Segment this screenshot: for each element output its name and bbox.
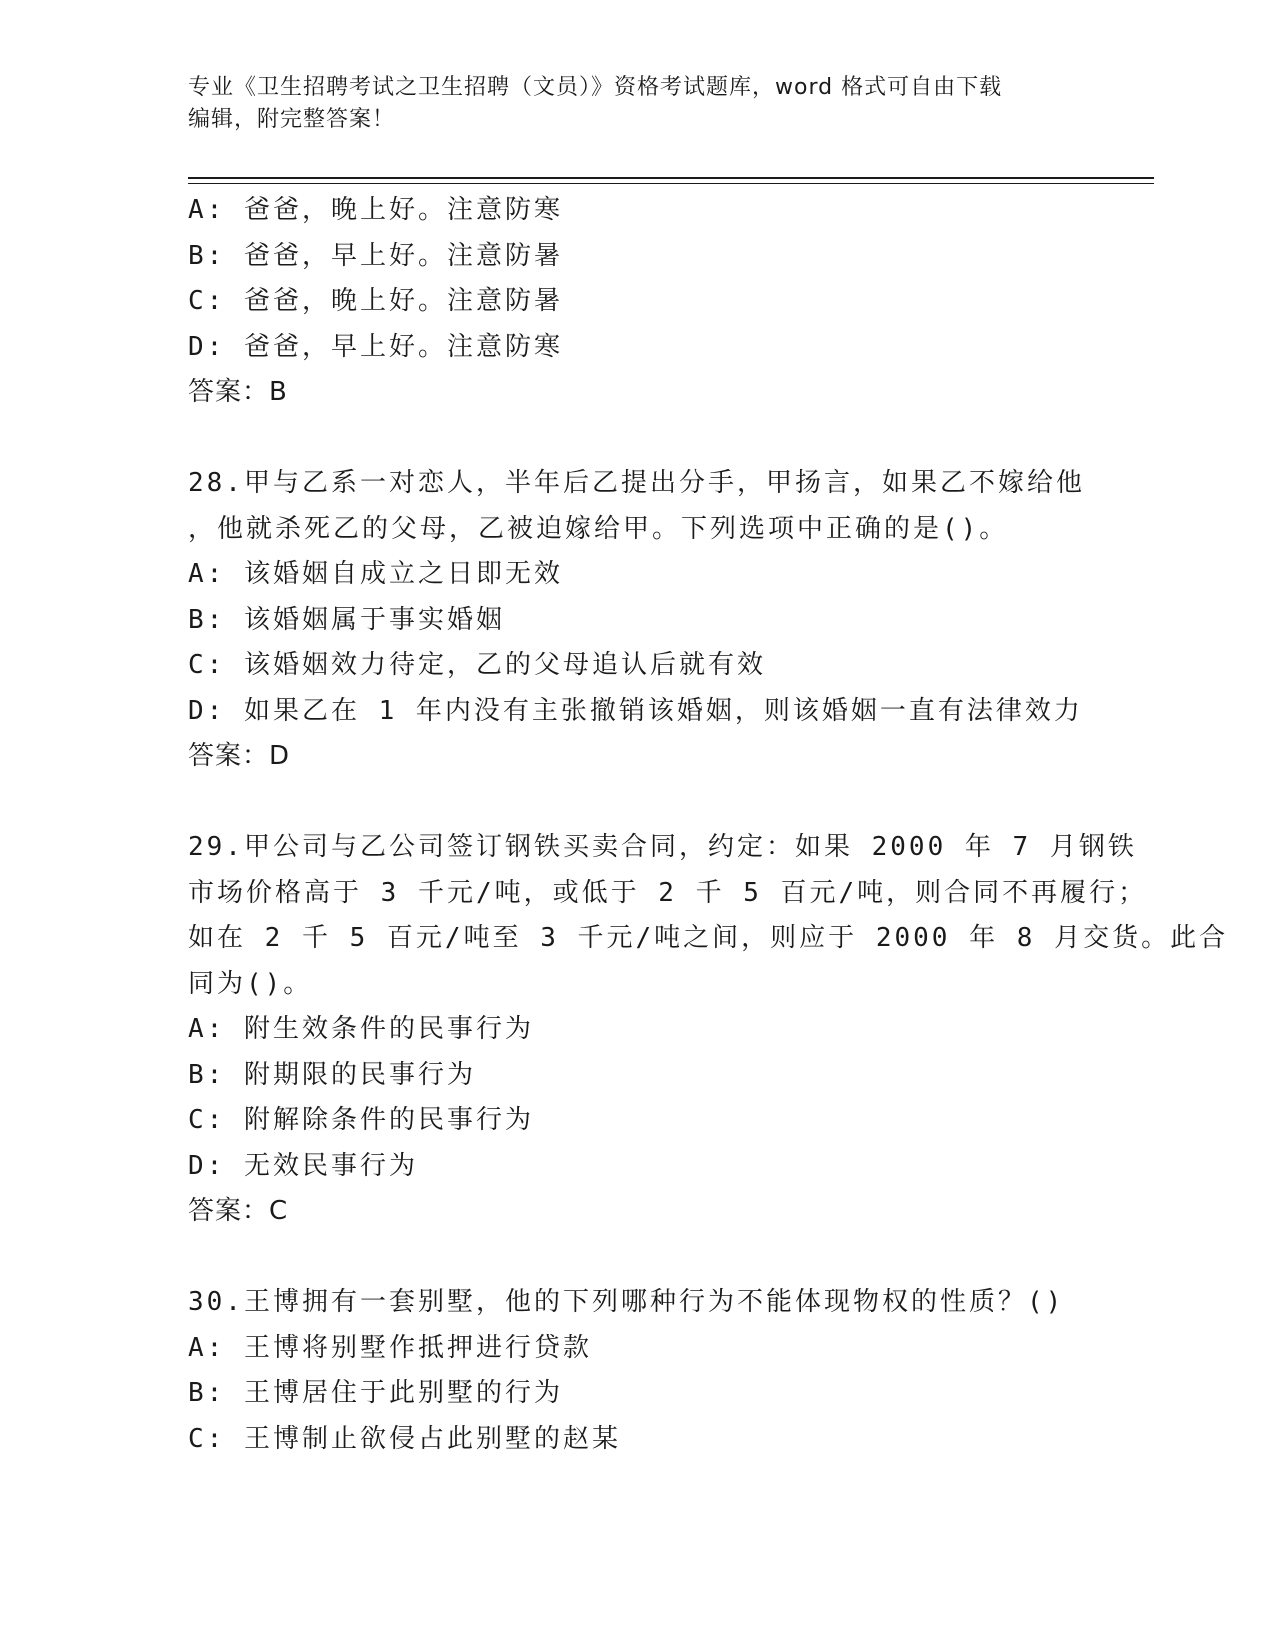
q28-option-d: D: 如果乙在 1 年内没有主张撤销该婚姻，则该婚姻一直有法律效力 <box>188 695 1083 726</box>
q29-stem-line-2: 市场价格高于 3 千元/吨，或低于 2 千 5 百元/吨，则合同不再履行； <box>188 877 1148 908</box>
q29-option-c: C: 附解除条件的民事行为 <box>188 1105 534 1135</box>
question-29 <box>188 825 1229 1235</box>
q29-stem-line-1: 29.甲公司与乙公司签订钢铁买卖合同，约定：如果 2000 年 7 月钢铁 <box>188 832 1137 862</box>
q27-option-c: C: 爸爸，晚上好。注意防暑 <box>188 286 563 316</box>
spacer <box>188 416 1088 462</box>
q27-option-b: B: 爸爸，早上好。注意防暑 <box>188 240 563 271</box>
q28-stem-line-1: 28.甲与乙系一对恋人，半年后乙提出分手，甲扬言，如果乙不嫁给他 <box>188 468 1085 498</box>
q30-option-b: B: 王博居住于此别墅的行为 <box>188 1378 563 1408</box>
spacer <box>188 780 1088 826</box>
q28-option-b: B: 该婚姻属于事实婚姻 <box>188 604 505 635</box>
q27-answer: 答案：B <box>188 377 288 407</box>
q28-stem-line-2: ，他就杀死乙的父母，乙被迫嫁给甲。下列选项中正确的是()。 <box>188 513 1009 544</box>
question-30 <box>188 1280 1088 1462</box>
spacer <box>188 1235 1088 1281</box>
q30-option-a: A: 王博将别墅作抵押进行贷款 <box>188 1332 592 1363</box>
question-27 <box>188 188 1088 416</box>
header-rule-thick <box>188 177 1154 179</box>
question-28 <box>188 461 1088 780</box>
header-rule-thin <box>188 183 1154 184</box>
q30-option-c: C: 王博制止欲侵占此别墅的赵某 <box>188 1423 621 1454</box>
header-line-1: 专业《卫生招聘考试之卫生招聘（文员）》资格考试题库，word 格式可自由下载 <box>188 75 1003 100</box>
q30-stem-line-1: 30.王博拥有一套别墅，他的下列哪种行为不能体现物权的性质？() <box>188 1287 1065 1317</box>
q29-answer: 答案：C <box>188 1196 289 1226</box>
q27-option-a: A: 爸爸，晚上好。注意防寒 <box>188 195 563 225</box>
q28-option-c: C: 该婚姻效力待定，乙的父母追认后就有效 <box>188 650 766 680</box>
q29-option-d: D: 无效民事行为 <box>188 1150 418 1181</box>
question-content <box>188 188 1229 1462</box>
q29-option-a: A: 附生效条件的民事行为 <box>188 1014 534 1044</box>
q29-stem-line-3: 如在 2 千 5 百元/吨至 3 千元/吨之间，则应于 2000 年 8 月交货。此合 <box>188 923 1229 953</box>
page-header <box>188 72 1068 136</box>
q28-option-a: A: 该婚姻自成立之日即无效 <box>188 559 563 589</box>
q29-option-b: B: 附期限的民事行为 <box>188 1059 476 1090</box>
header-line-2: 编辑，附完整答案！ <box>188 107 396 132</box>
q28-answer: 答案：D <box>188 741 291 771</box>
q27-option-d: D: 爸爸，早上好。注意防寒 <box>188 331 563 362</box>
q29-stem-line-4: 同为()。 <box>188 968 313 999</box>
